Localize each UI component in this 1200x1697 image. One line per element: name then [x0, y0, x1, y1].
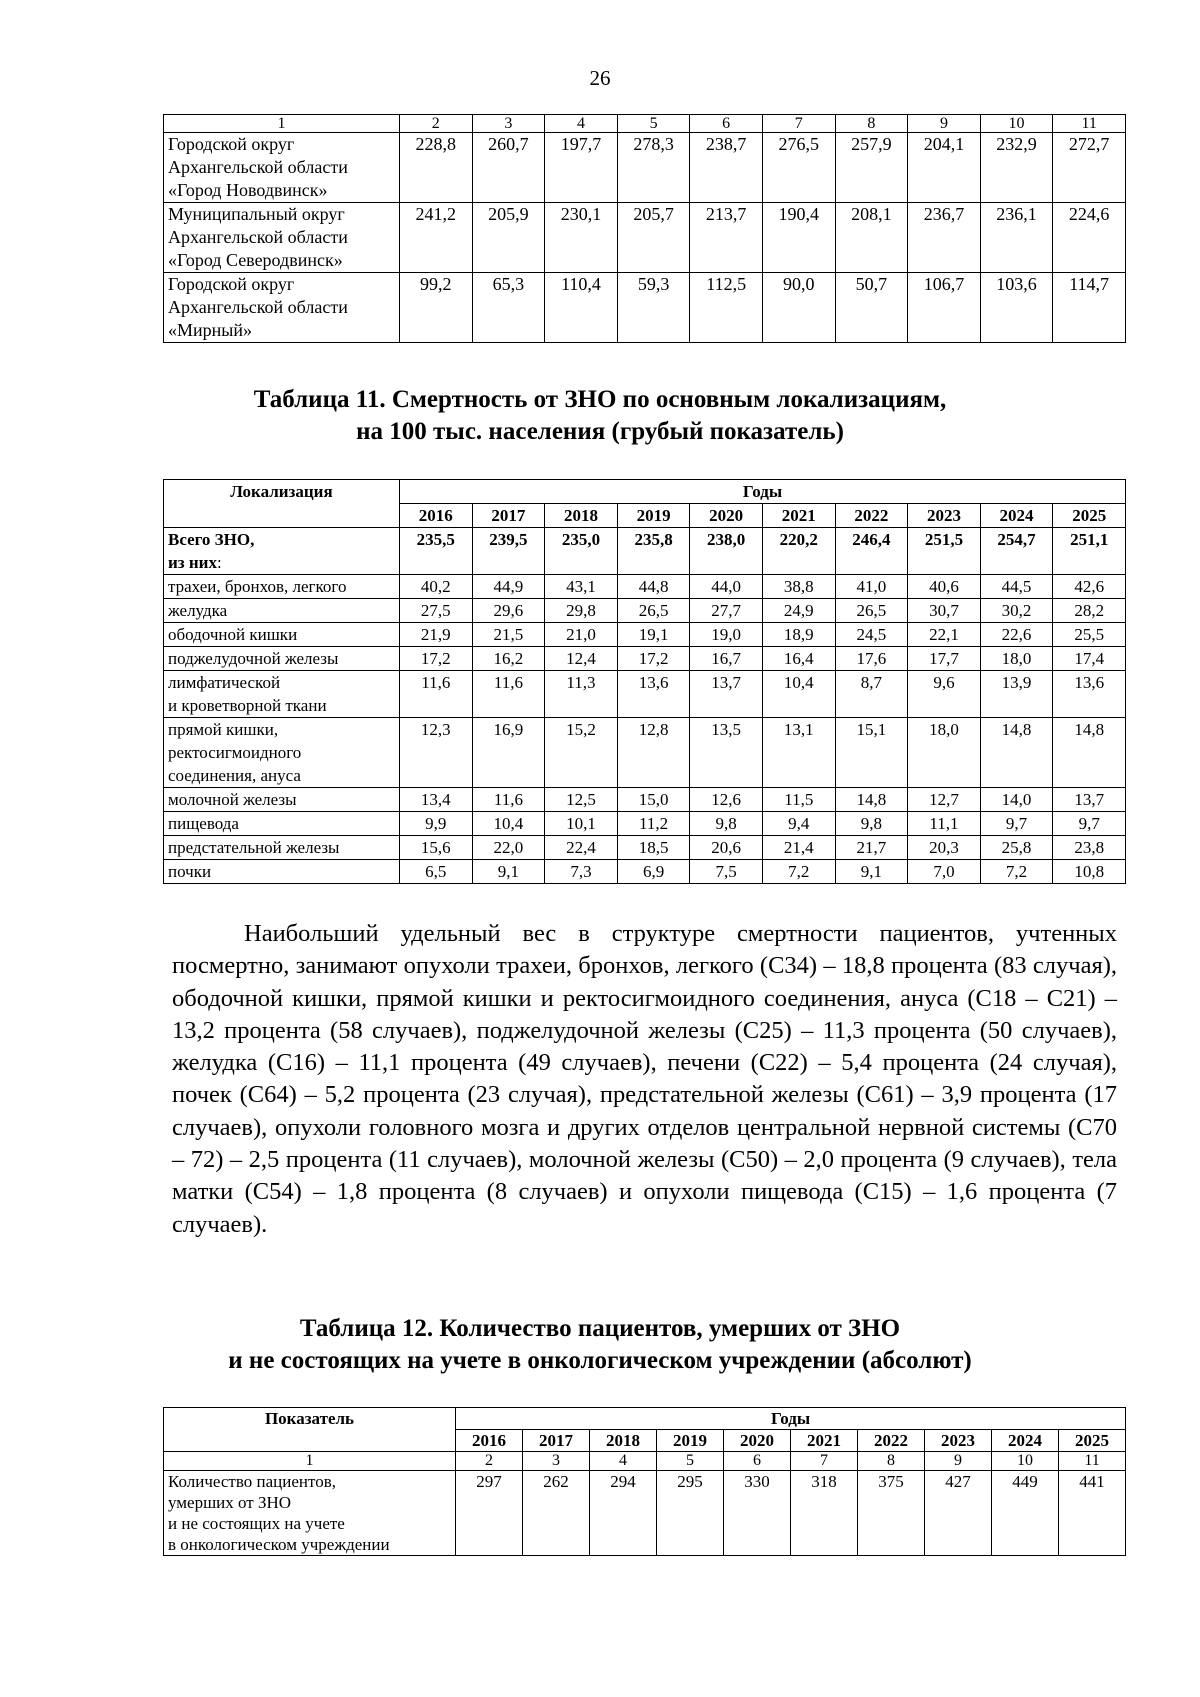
row-label-line: Городской округ — [168, 134, 295, 154]
value-cell: 13,7 — [1053, 788, 1126, 812]
value-cell: 375 — [858, 1471, 925, 1556]
value-cell: 22,6 — [980, 623, 1053, 647]
table11 — [163, 479, 1126, 884]
total-value-cell: 251,5 — [908, 528, 981, 575]
table11-header-label: Локализация — [164, 480, 400, 528]
value-cell: 213,7 — [690, 203, 763, 273]
value-cell: 7,5 — [690, 860, 763, 884]
value-cell: 7,0 — [908, 860, 981, 884]
value-cell: 24,5 — [835, 623, 908, 647]
value-cell: 44,9 — [472, 575, 545, 599]
table-row — [164, 1471, 1126, 1556]
value-cell: 241,2 — [400, 203, 473, 273]
table-row — [164, 836, 1126, 860]
value-cell: 13,4 — [400, 788, 473, 812]
row-label — [164, 718, 400, 788]
value-cell: 278,3 — [617, 133, 690, 203]
value-cell: 22,4 — [545, 836, 618, 860]
year-header: 2023 — [908, 504, 981, 528]
row-label — [164, 647, 400, 671]
value-cell: 11,6 — [472, 671, 545, 718]
value-cell: 236,1 — [980, 203, 1053, 273]
total-value-cell: 251,1 — [1053, 528, 1126, 575]
column-number: 9 — [908, 115, 981, 133]
year-header: 2019 — [617, 504, 690, 528]
value-cell: 28,2 — [1053, 599, 1126, 623]
row-label — [164, 133, 400, 203]
value-cell: 224,6 — [1053, 203, 1126, 273]
value-cell: 18,5 — [617, 836, 690, 860]
value-cell: 13,7 — [690, 671, 763, 718]
row-label — [164, 836, 400, 860]
value-cell: 330 — [724, 1471, 791, 1556]
value-cell: 10,4 — [472, 812, 545, 836]
row-label-line: прямой кишки, — [168, 720, 279, 739]
year-header: 2024 — [992, 1430, 1059, 1452]
row-label-line: желудка — [168, 601, 228, 620]
table-row — [164, 671, 1126, 718]
value-cell: 17,2 — [400, 647, 473, 671]
value-cell: 99,2 — [400, 273, 473, 343]
value-cell: 15,2 — [545, 718, 618, 788]
value-cell: 23,8 — [1053, 836, 1126, 860]
value-cell: 190,4 — [762, 203, 835, 273]
value-cell: 44,5 — [980, 575, 1053, 599]
value-cell: 21,0 — [545, 623, 618, 647]
value-cell: 25,5 — [1053, 623, 1126, 647]
row-label-line: Городской округ — [168, 274, 295, 294]
value-cell: 15,1 — [835, 718, 908, 788]
value-cell: 232,9 — [980, 133, 1053, 203]
value-cell: 230,1 — [545, 203, 618, 273]
paragraph-text: Наибольший удельный вес в структуре смертности пациентов, учтенных посмертно, занимают опухоли трахеи, бронхов, легкого (С34) – 18,8 процента (83 случая), ободочной кишки, прямой кишки и ректосигмоидного соединения, ануса (С18 – С21) – 13,2 процента (58 случаев), поджелудочной железы (С25) – 11,3 процента (50 случаев), желудка (С16) – 11,1 процента (49 случаев), печени (С22) – 5,4 процента (24 случая), почек (С64) – 5,2 процента (23 случая), предстательной железы (С61) – 3,9 процента (17 случаев), опухоли головного мозга и других отделов центральной нервной системы (С70 – 72) – 2,5 процента (11 случаев), молочной железы (С50) – 2,0 процента (9 случаев), тела матки (С54) – 1,8 процента (8 случаев) и опухоли пищевода (С15) – 1,6 процента (7 случаев). — [172, 920, 1117, 1238]
year-header: 2016 — [456, 1430, 523, 1452]
body-paragraph — [172, 918, 1117, 1241]
column-number: 10 — [992, 1452, 1059, 1471]
table-row — [164, 860, 1126, 884]
value-cell: 294 — [590, 1471, 657, 1556]
value-cell: 9,1 — [835, 860, 908, 884]
column-number-row — [164, 115, 1126, 133]
value-cell: 13,6 — [1053, 671, 1126, 718]
table12-title-line2: и не состоящих на учете в онкологическом учреждении (абсолют) — [228, 1347, 972, 1374]
table12-title-line1: Таблица 12. Количество пациентов, умерших от ЗНО — [299, 1315, 901, 1342]
value-cell: 26,5 — [835, 599, 908, 623]
total-value-cell: 220,2 — [762, 528, 835, 575]
table12-header-years: Годы — [456, 1408, 1126, 1430]
year-header: 2018 — [545, 504, 618, 528]
table-continued — [163, 114, 1126, 343]
value-cell: 43,1 — [545, 575, 618, 599]
value-cell: 27,5 — [400, 599, 473, 623]
value-cell: 12,4 — [545, 647, 618, 671]
row-label-line: ректосигмоидного — [168, 743, 302, 762]
column-number: 10 — [980, 115, 1053, 133]
value-cell: 205,9 — [472, 203, 545, 273]
value-cell: 18,0 — [980, 647, 1053, 671]
value-cell: 9,1 — [472, 860, 545, 884]
value-cell: 11,6 — [472, 788, 545, 812]
value-cell: 90,0 — [762, 273, 835, 343]
value-cell: 17,7 — [908, 647, 981, 671]
value-cell: 40,2 — [400, 575, 473, 599]
column-number: 3 — [472, 115, 545, 133]
table11-title — [0, 384, 1200, 448]
value-cell: 41,0 — [835, 575, 908, 599]
value-cell: 6,5 — [400, 860, 473, 884]
year-header: 2019 — [657, 1430, 724, 1452]
value-cell: 427 — [925, 1471, 992, 1556]
value-cell: 228,8 — [400, 133, 473, 203]
value-cell: 204,1 — [908, 133, 981, 203]
value-cell: 9,8 — [835, 812, 908, 836]
value-cell: 17,4 — [1053, 647, 1126, 671]
value-cell: 12,5 — [545, 788, 618, 812]
value-cell: 236,7 — [908, 203, 981, 273]
value-cell: 29,8 — [545, 599, 618, 623]
value-cell: 30,7 — [908, 599, 981, 623]
value-cell: 27,7 — [690, 599, 763, 623]
value-cell: 22,0 — [472, 836, 545, 860]
row-label-line: «Город Северодвинск» — [168, 250, 343, 270]
row-label-line: соединения, ануса — [168, 766, 301, 785]
row-label-line: и не состоящих на учете — [168, 1514, 345, 1533]
table11-header-years: Годы — [400, 480, 1126, 504]
value-cell: 26,5 — [617, 599, 690, 623]
value-cell: 197,7 — [545, 133, 618, 203]
year-header: 2021 — [762, 504, 835, 528]
value-cell: 44,0 — [690, 575, 763, 599]
value-cell: 257,9 — [835, 133, 908, 203]
table-row — [164, 812, 1126, 836]
row-label — [164, 203, 400, 273]
value-cell: 12,8 — [617, 718, 690, 788]
table-row — [164, 133, 1126, 203]
value-cell: 21,4 — [762, 836, 835, 860]
row-label-line: пищевода — [168, 814, 239, 833]
value-cell: 12,7 — [908, 788, 981, 812]
value-cell: 21,7 — [835, 836, 908, 860]
table12-title — [0, 1313, 1200, 1377]
value-cell: 205,7 — [617, 203, 690, 273]
value-cell: 9,4 — [762, 812, 835, 836]
column-number: 9 — [925, 1452, 992, 1471]
value-cell: 42,6 — [1053, 575, 1126, 599]
column-number: 1 — [164, 1452, 456, 1471]
row-label — [164, 860, 400, 884]
total-value-cell: 246,4 — [835, 528, 908, 575]
row-label-line: и кроветворной ткани — [168, 696, 327, 715]
value-cell: 18,9 — [762, 623, 835, 647]
value-cell: 449 — [992, 1471, 1059, 1556]
table-row — [164, 599, 1126, 623]
row-label-line: Архангельской области — [168, 157, 348, 177]
row-label-line: лимфатической — [168, 673, 281, 692]
value-cell: 112,5 — [690, 273, 763, 343]
row-label — [164, 623, 400, 647]
total-label-line1: Всего ЗНО, — [168, 530, 255, 549]
value-cell: 11,2 — [617, 812, 690, 836]
total-label-colon: : — [216, 553, 222, 572]
value-cell: 262 — [523, 1471, 590, 1556]
table-row — [164, 623, 1126, 647]
row-label-line: трахеи, бронхов, легкого — [168, 577, 347, 596]
column-number: 1 — [164, 115, 400, 133]
column-number: 11 — [1059, 1452, 1126, 1471]
year-header: 2023 — [925, 1430, 992, 1452]
total-value-cell: 235,5 — [400, 528, 473, 575]
value-cell: 16,2 — [472, 647, 545, 671]
value-cell: 114,7 — [1053, 273, 1126, 343]
row-label-line: ободочной кишки — [168, 625, 298, 644]
total-value-cell: 235,0 — [545, 528, 618, 575]
column-number: 4 — [545, 115, 618, 133]
value-cell: 40,6 — [908, 575, 981, 599]
value-cell: 25,8 — [980, 836, 1053, 860]
total-row — [164, 528, 1126, 575]
value-cell: 208,1 — [835, 203, 908, 273]
value-cell: 276,5 — [762, 133, 835, 203]
row-label-line: «Город Новодвинск» — [168, 180, 328, 200]
value-cell: 13,6 — [617, 671, 690, 718]
column-number: 11 — [1053, 115, 1126, 133]
value-cell: 19,1 — [617, 623, 690, 647]
value-cell: 10,8 — [1053, 860, 1126, 884]
value-cell: 238,7 — [690, 133, 763, 203]
total-label — [164, 528, 400, 575]
value-cell: 13,9 — [980, 671, 1053, 718]
row-label-line: предстательной железы — [168, 838, 340, 857]
value-cell: 20,6 — [690, 836, 763, 860]
value-cell: 103,6 — [980, 273, 1053, 343]
value-cell: 9,7 — [1053, 812, 1126, 836]
value-cell: 20,3 — [908, 836, 981, 860]
row-label — [164, 788, 400, 812]
column-number: 8 — [835, 115, 908, 133]
table11-title-line1: Таблица 11. Смертность от ЗНО по основным локализациям, — [253, 386, 947, 413]
year-header: 2022 — [858, 1430, 925, 1452]
value-cell: 12,3 — [400, 718, 473, 788]
table-row — [164, 575, 1126, 599]
table-row — [164, 788, 1126, 812]
row-label-line: Архангельской области — [168, 227, 348, 247]
row-label — [164, 812, 400, 836]
year-header: 2017 — [472, 504, 545, 528]
total-value-cell: 239,5 — [472, 528, 545, 575]
value-cell: 10,1 — [545, 812, 618, 836]
value-cell: 24,9 — [762, 599, 835, 623]
value-cell: 441 — [1059, 1471, 1126, 1556]
value-cell: 11,3 — [545, 671, 618, 718]
row-label-line: умерших от ЗНО — [168, 1493, 292, 1512]
value-cell: 16,9 — [472, 718, 545, 788]
column-number: 6 — [690, 115, 763, 133]
value-cell: 106,7 — [908, 273, 981, 343]
row-label — [164, 273, 400, 343]
value-cell: 15,0 — [617, 788, 690, 812]
value-cell: 7,3 — [545, 860, 618, 884]
value-cell: 59,3 — [617, 273, 690, 343]
value-cell: 50,7 — [835, 273, 908, 343]
column-number: 3 — [523, 1452, 590, 1471]
value-cell: 14,8 — [980, 718, 1053, 788]
row-label — [164, 599, 400, 623]
column-number: 2 — [456, 1452, 523, 1471]
value-cell: 13,1 — [762, 718, 835, 788]
value-cell: 17,2 — [617, 647, 690, 671]
year-header: 2020 — [690, 504, 763, 528]
value-cell: 9,6 — [908, 671, 981, 718]
total-value-cell: 254,7 — [980, 528, 1053, 575]
value-cell: 16,4 — [762, 647, 835, 671]
value-cell: 11,6 — [400, 671, 473, 718]
table-row — [164, 273, 1126, 343]
year-header: 2022 — [835, 504, 908, 528]
year-header: 2025 — [1053, 504, 1126, 528]
page-number: 26 — [589, 66, 611, 90]
column-number: 7 — [762, 115, 835, 133]
column-number: 8 — [858, 1452, 925, 1471]
year-header: 2025 — [1059, 1430, 1126, 1452]
year-header: 2016 — [400, 504, 473, 528]
value-cell: 6,9 — [617, 860, 690, 884]
year-header: 2024 — [980, 504, 1053, 528]
value-cell: 21,9 — [400, 623, 473, 647]
total-label-line2-text: из них — [168, 553, 217, 572]
value-cell: 9,7 — [980, 812, 1053, 836]
value-cell: 295 — [657, 1471, 724, 1556]
value-cell: 22,1 — [908, 623, 981, 647]
row-label — [164, 671, 400, 718]
row-label-line: Архангельской области — [168, 297, 348, 317]
row-label-line: Муниципальный округ — [168, 204, 345, 224]
value-cell: 260,7 — [472, 133, 545, 203]
value-cell: 9,9 — [400, 812, 473, 836]
value-cell: 29,6 — [472, 599, 545, 623]
value-cell: 13,5 — [690, 718, 763, 788]
value-cell: 7,2 — [762, 860, 835, 884]
value-cell: 12,6 — [690, 788, 763, 812]
value-cell: 30,2 — [980, 599, 1053, 623]
value-cell: 14,8 — [835, 788, 908, 812]
value-cell: 318 — [791, 1471, 858, 1556]
column-number-row — [164, 1452, 1126, 1471]
value-cell: 16,7 — [690, 647, 763, 671]
year-header: 2021 — [791, 1430, 858, 1452]
year-header: 2020 — [724, 1430, 791, 1452]
value-cell: 14,0 — [980, 788, 1053, 812]
row-label-line: Количество пациентов, — [168, 1472, 336, 1491]
table-row — [164, 203, 1126, 273]
value-cell: 15,6 — [400, 836, 473, 860]
table12-header-label: Показатель — [164, 1408, 456, 1452]
value-cell: 38,8 — [762, 575, 835, 599]
row-label-line: поджелудочной железы — [168, 649, 339, 668]
value-cell: 65,3 — [472, 273, 545, 343]
row-label-line: в онкологическом учреждении — [168, 1535, 390, 1554]
row-label-line: молочной железы — [168, 790, 297, 809]
value-cell: 110,4 — [545, 273, 618, 343]
table-row — [164, 647, 1126, 671]
column-number: 5 — [657, 1452, 724, 1471]
column-number: 5 — [617, 115, 690, 133]
table11-title-line2: на 100 тыс. населения (грубый показатель) — [356, 418, 844, 445]
row-label — [164, 575, 400, 599]
row-label-line: почки — [168, 862, 212, 881]
total-value-cell: 235,8 — [617, 528, 690, 575]
year-header: 2017 — [523, 1430, 590, 1452]
total-value-cell: 238,0 — [690, 528, 763, 575]
value-cell: 8,7 — [835, 671, 908, 718]
value-cell: 10,4 — [762, 671, 835, 718]
value-cell: 14,8 — [1053, 718, 1126, 788]
column-number: 2 — [400, 115, 473, 133]
value-cell: 18,0 — [908, 718, 981, 788]
row-label-line: «Мирный» — [168, 320, 252, 340]
value-cell: 272,7 — [1053, 133, 1126, 203]
column-number: 6 — [724, 1452, 791, 1471]
column-number: 4 — [590, 1452, 657, 1471]
value-cell: 297 — [456, 1471, 523, 1556]
table-row — [164, 718, 1126, 788]
value-cell: 11,5 — [762, 788, 835, 812]
total-label-line2 — [168, 551, 395, 574]
value-cell: 17,6 — [835, 647, 908, 671]
row-label — [164, 1471, 456, 1556]
column-number: 7 — [791, 1452, 858, 1471]
value-cell: 44,8 — [617, 575, 690, 599]
table12 — [163, 1407, 1126, 1556]
value-cell: 9,8 — [690, 812, 763, 836]
value-cell: 11,1 — [908, 812, 981, 836]
year-header: 2018 — [590, 1430, 657, 1452]
value-cell: 19,0 — [690, 623, 763, 647]
value-cell: 21,5 — [472, 623, 545, 647]
value-cell: 7,2 — [980, 860, 1053, 884]
